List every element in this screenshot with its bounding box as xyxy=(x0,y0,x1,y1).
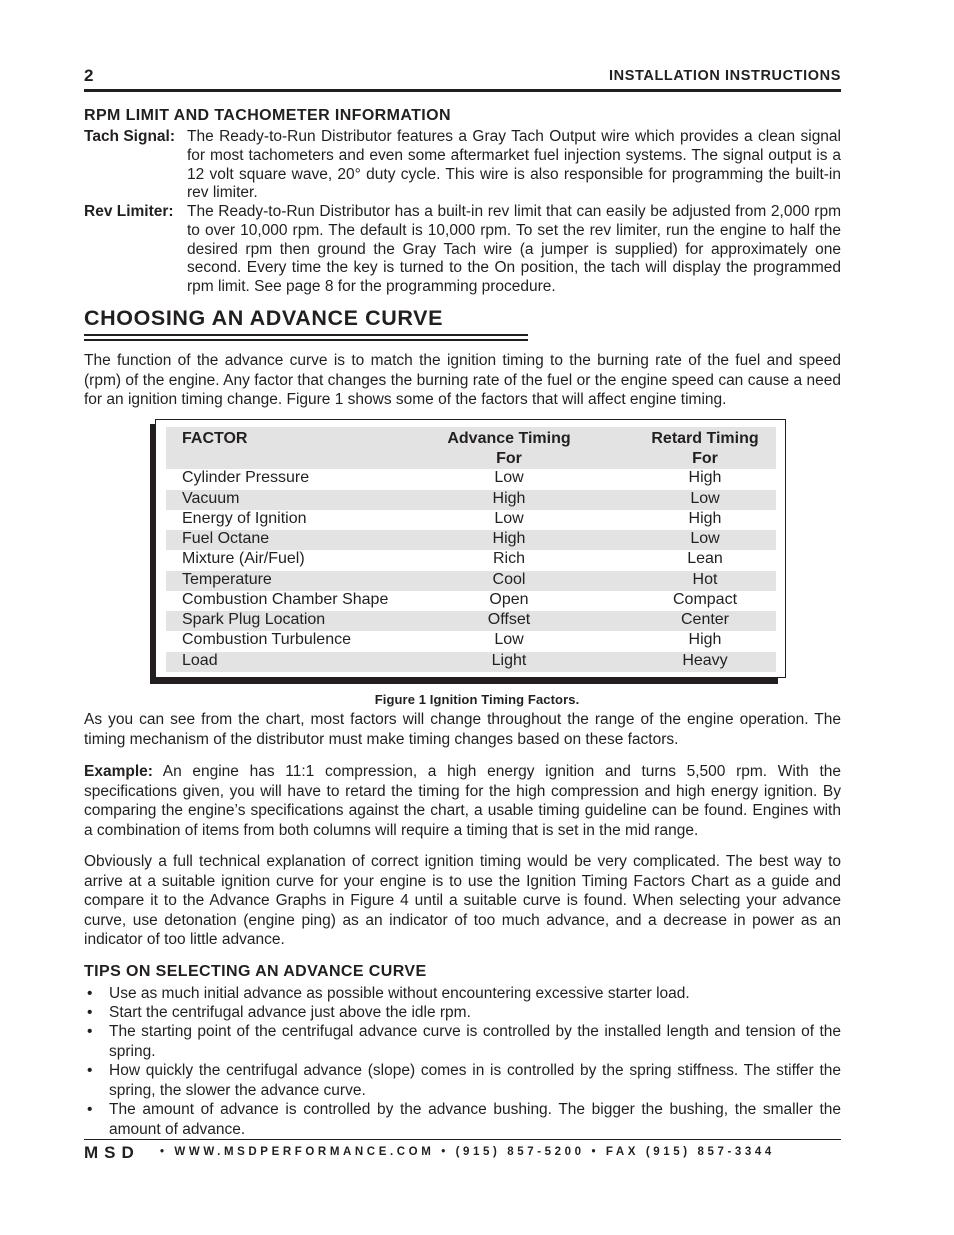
advance-cell: Rich xyxy=(492,550,525,567)
header-title: INSTALLATION INSTRUCTIONS xyxy=(609,68,841,84)
bullet-icon: • xyxy=(87,1023,93,1040)
table-row xyxy=(166,469,776,489)
table-header-row xyxy=(166,427,776,469)
header-advance-line1: Advance Timing xyxy=(447,430,571,447)
bullet-icon: • xyxy=(87,985,93,1002)
tip-text: The starting point of the centrifugal advance curve is controlled by the installed length and tension of the spring. xyxy=(109,1023,841,1060)
ignition-factors-table xyxy=(155,419,786,678)
retard-cell: High xyxy=(688,510,722,527)
table-row xyxy=(166,510,776,530)
rev-limiter-term: Rev Limiter: xyxy=(84,203,174,220)
advance-cell: Low xyxy=(494,469,524,486)
advance-cell: Low xyxy=(494,510,524,527)
retard-cell: Low xyxy=(690,490,720,507)
heading-underline-2 xyxy=(84,339,528,341)
example-label: Example: xyxy=(84,763,153,780)
retard-cell: Lean xyxy=(687,550,723,567)
page-number: 2 xyxy=(84,66,94,85)
retard-cell: Compact xyxy=(672,591,738,608)
chart-explanation-paragraph: As you can see from the chart, most factors will change throughout the range of the engine operation. The timing mechanism of the distributor must make timing changes based on these factors. xyxy=(84,711,841,748)
factor-cell: Temperature xyxy=(182,571,272,588)
advance-cell: Light xyxy=(491,652,527,669)
table-row xyxy=(166,652,776,672)
rpm-section-heading: RPM LIMIT AND TACHOMETER INFORMATION xyxy=(84,107,451,124)
bullet-icon: • xyxy=(87,1101,93,1118)
figure-caption: Figure 1 Ignition Timing Factors. xyxy=(374,692,580,707)
tips-heading: TIPS ON SELECTING AN ADVANCE CURVE xyxy=(84,963,427,980)
tip-text: How quickly the centrifugal advance (slope) comes in is controlled by the spring stiffness. The stiffer the spring, the slower the advance curve. xyxy=(109,1062,841,1099)
footer-divider xyxy=(84,1139,841,1140)
factor-cell: Load xyxy=(182,652,218,669)
table-row xyxy=(166,571,776,591)
table-row xyxy=(166,530,776,550)
advance-cell: Open xyxy=(489,591,529,608)
header-divider xyxy=(84,89,841,92)
factor-cell: Mixture (Air/Fuel) xyxy=(182,550,305,567)
explanation-paragraph: Obviously a full technical explanation of correct ignition timing would be very complicated. The best way to arrive at a suitable ignition curve for your engine is to use the Ignition Timing Factors Chart as a guide and compare it to the Advance Graphs in Figure 4 until a suitable curve is found. When selecting your advance curve, use detonation (engine ping) as an indicator of too much advance, and a decrease in power as an indicator of too little advance. xyxy=(84,853,841,949)
factor-cell: Cylinder Pressure xyxy=(182,469,310,486)
footer-contact-info: • WWW.MSDPERFORMANCE.COM • (915) 857-5200 • FAX (915) 857-3344 xyxy=(160,1146,775,1158)
table-row xyxy=(166,631,776,651)
factor-cell: Combustion Turbulence xyxy=(182,631,351,648)
factor-cell: Spark Plug Location xyxy=(182,611,326,628)
table-row xyxy=(166,611,776,631)
advance-cell: High xyxy=(492,530,526,547)
footer-brand-logo: MSD xyxy=(84,1143,140,1162)
rev-limiter-entry xyxy=(84,203,841,298)
retard-cell: Hot xyxy=(692,571,718,588)
factor-cell: Fuel Octane xyxy=(182,530,270,547)
tach-signal-description: The Ready-to-Run Distributor features a Gray Tach Output wire which provides a clean signal for most tachometers and even some aftermarket fuel injection systems. The signal output is a 12 volt square wave, 20° duty cycle. This wire is also responsible for programming the built-in rev limiter. xyxy=(187,128,841,202)
example-text: An engine has 11:1 compression, a high energy ignition and turns 5,500 rpm. With the specifications given, you will have to retard the timing for the high compression and high energy ignition. By comparing the engine’s specifications against the chart, a usable timing guideline can be found. Engines with a combination of items from both columns will require a timing that is set in the mid range. xyxy=(84,763,841,839)
advance-cell: Low xyxy=(494,631,524,648)
retard-cell: High xyxy=(688,469,722,486)
factor-cell: Vacuum xyxy=(182,490,240,507)
tip-text: The amount of advance is controlled by the advance bushing. The bigger the bushing, the smaller the amount of advance. xyxy=(109,1101,841,1138)
example-paragraph xyxy=(84,762,841,840)
rev-limiter-description: The Ready-to-Run Distributor has a built-in rev limit that can easily be adjusted from 2,000 rpm to over 10,000 rpm. The default is 10,000 rpm. To set the rev limiter, run the engine to half the desired rpm then ground the Gray Tach wire (a jumper is supplied) for approximately one second. Every time the key is turned to the On position, the tach will display the programmed rpm limit. See page 8 for the programming procedure. xyxy=(187,203,841,296)
table-row xyxy=(166,490,776,510)
header-retard-line1: Retard Timing xyxy=(651,430,759,447)
advance-section-heading: CHOOSING AN ADVANCE CURVE xyxy=(84,306,444,330)
header-retard-line2: For xyxy=(692,450,718,467)
retard-cell: Low xyxy=(690,530,720,547)
header-factor: FACTOR xyxy=(182,430,248,447)
bullet-icon: • xyxy=(87,1004,93,1021)
table-row xyxy=(166,591,776,611)
factor-cell: Combustion Chamber Shape xyxy=(182,591,389,608)
header-advance-line2: For xyxy=(496,450,522,467)
advance-cell: High xyxy=(492,490,526,507)
retard-cell: Center xyxy=(680,611,730,628)
heading-underline-1 xyxy=(84,334,528,336)
advance-cell: Cool xyxy=(492,571,526,588)
retard-cell: High xyxy=(688,631,722,648)
factor-cell: Energy of Ignition xyxy=(182,510,307,527)
tach-signal-term: Tach Signal: xyxy=(84,128,176,145)
retard-cell: Heavy xyxy=(682,652,728,669)
tip-text: Use as much initial advance as possible without encountering excessive starter load. xyxy=(109,985,690,1002)
tach-signal-entry xyxy=(84,128,841,204)
table-row xyxy=(166,550,776,570)
advance-cell: Offset xyxy=(487,611,531,628)
tip-text: Start the centrifugal advance just above the idle rpm. xyxy=(109,1004,471,1021)
advance-intro-paragraph: The function of the advance curve is to match the ignition timing to the burning rate of the fuel and speed (rpm) of the engine. Any factor that changes the burning rate of the fuel or the engine speed can cause a need for an ignition timing change. Figure 1 shows some of the factors that will affect engine timing. xyxy=(84,352,841,409)
bullet-icon: • xyxy=(87,1062,93,1079)
